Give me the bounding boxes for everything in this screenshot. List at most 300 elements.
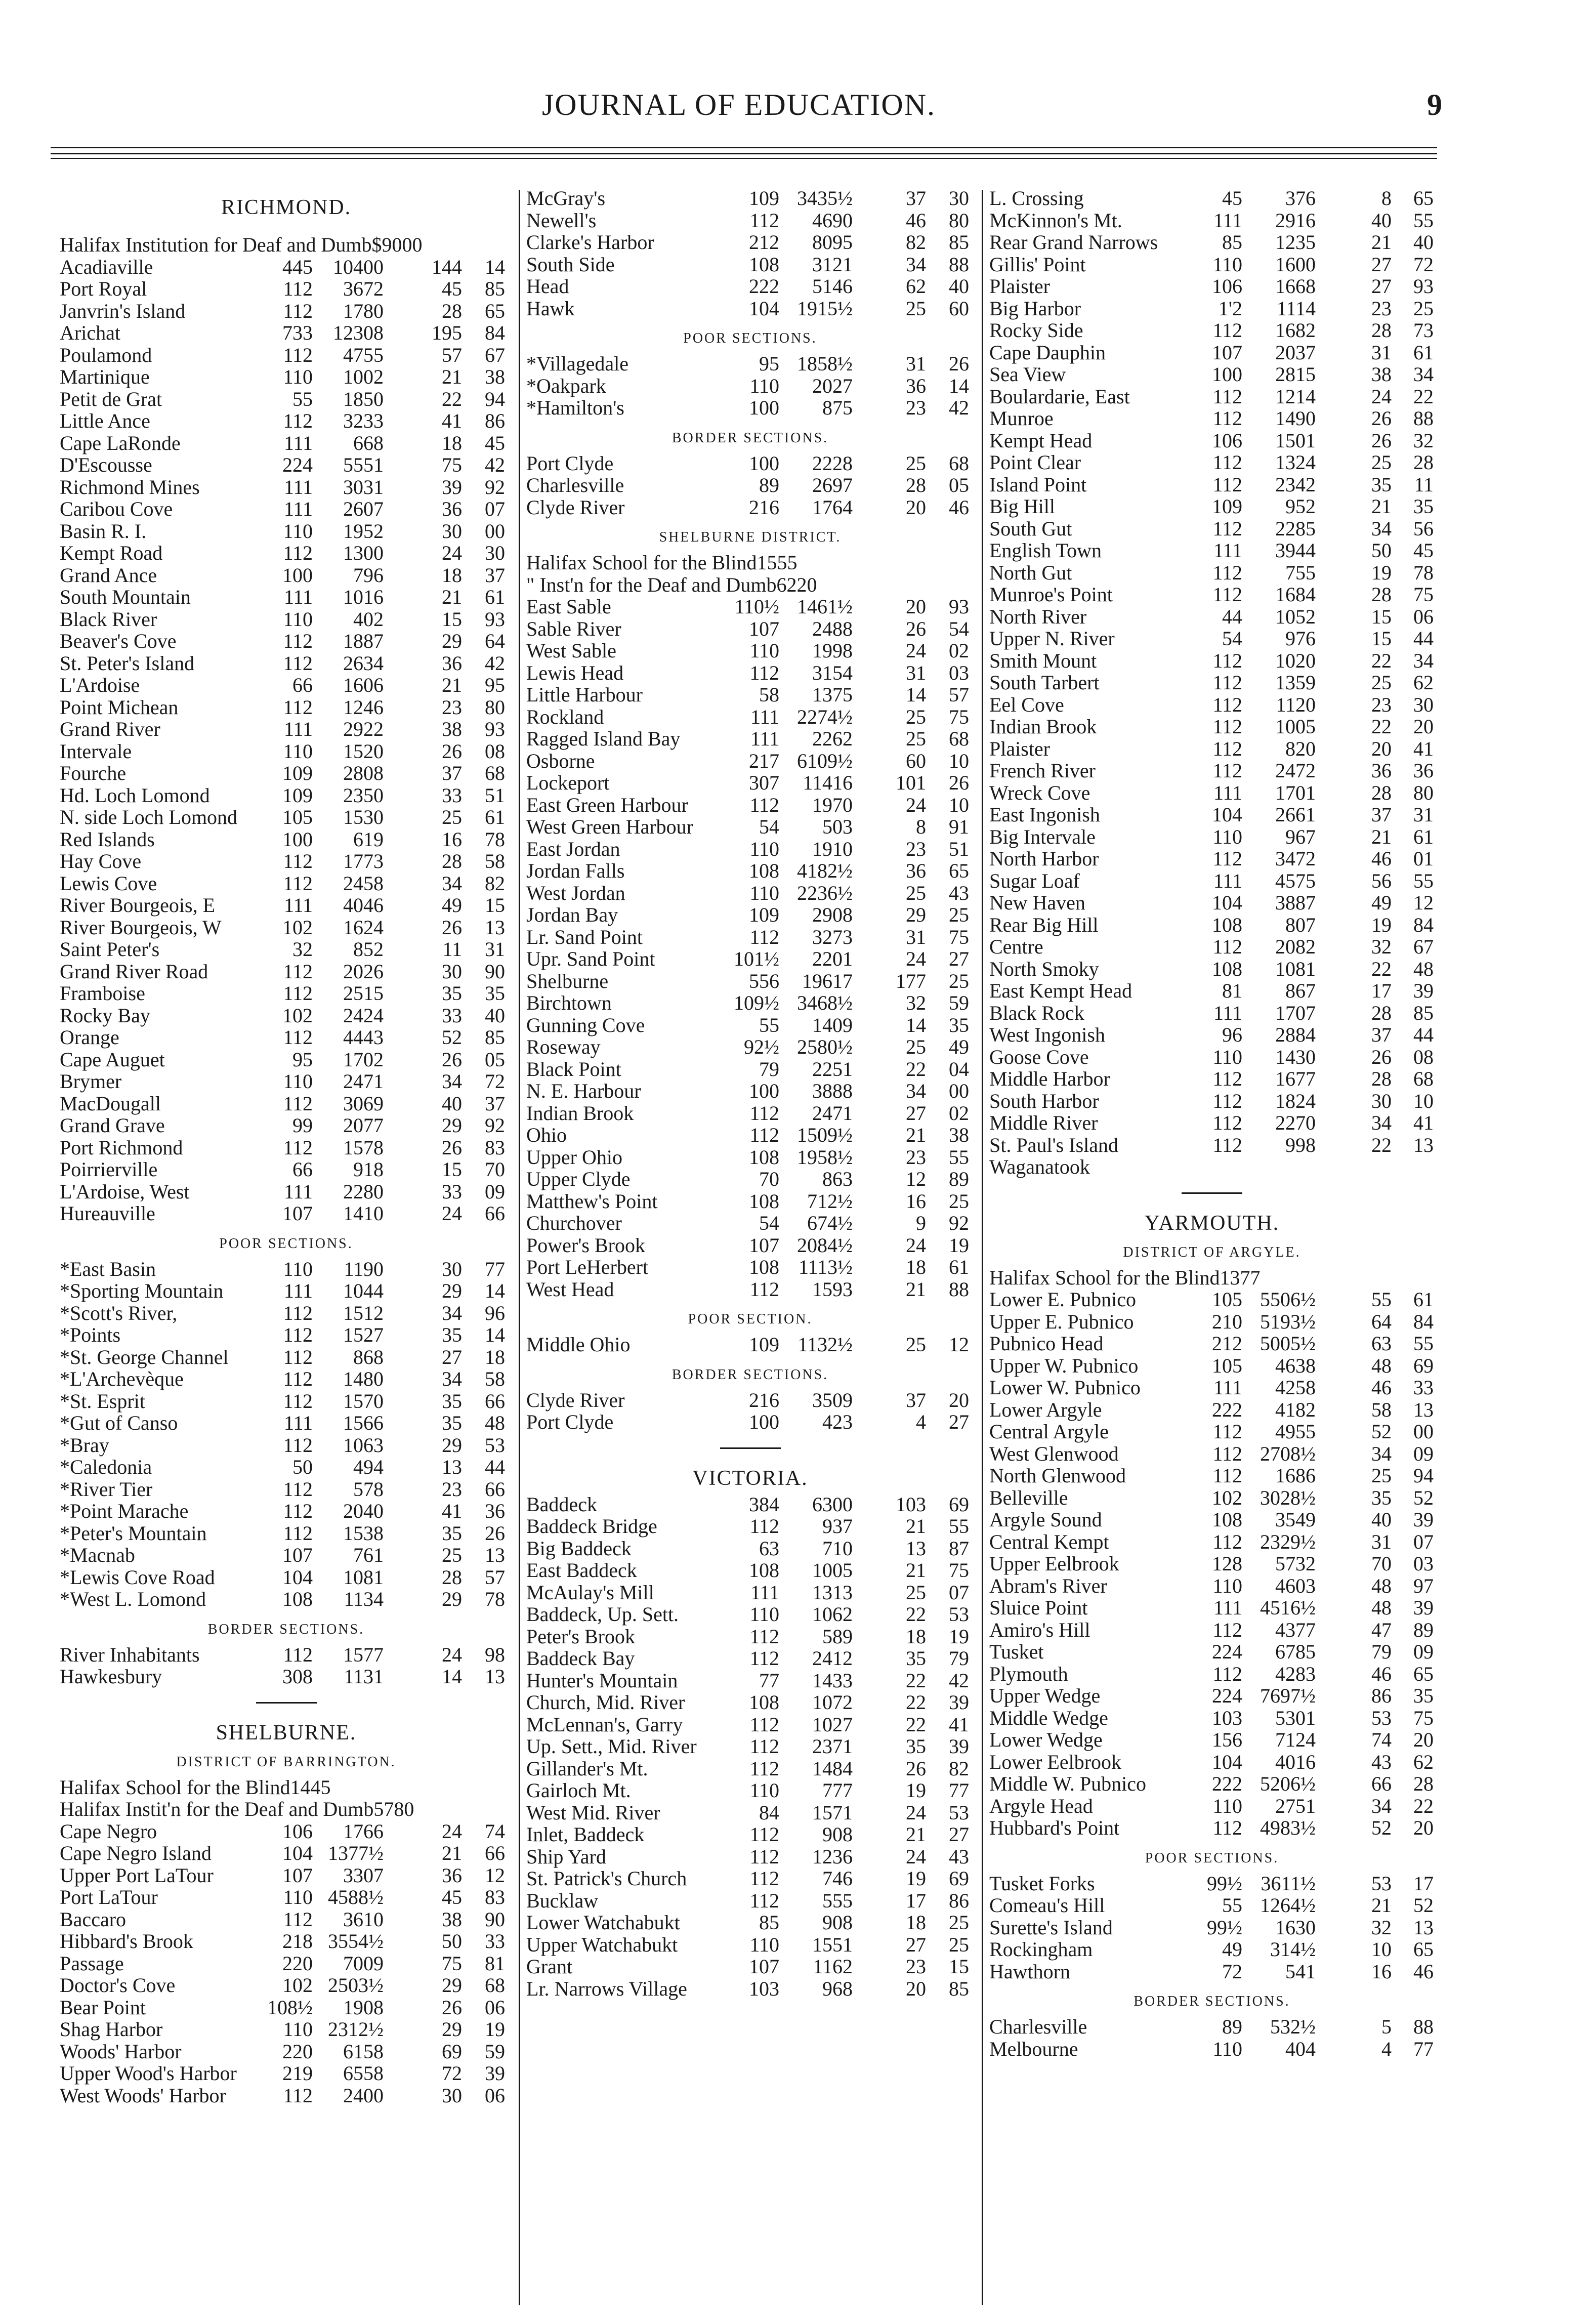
enrolment-value: 85 (1222, 231, 1242, 254)
section-name: Melbourne (989, 2037, 1078, 2060)
grant-dollars: 22 (906, 1057, 926, 1081)
grant-dollars: 24 (442, 542, 462, 564)
grant-cents: 45 (1413, 539, 1434, 562)
table-row (989, 870, 1435, 892)
attendance-value: 3887 (1275, 891, 1316, 914)
enrolment-value: 216 (749, 495, 779, 519)
grant-dollars: 33 (442, 1004, 462, 1027)
grant-dollars: 17 (906, 1889, 926, 1912)
attendance-value: 4603 (1275, 1574, 1316, 1597)
grant-dollars: 52 (1371, 1420, 1392, 1443)
enrolment-value: 108 (749, 1691, 779, 1714)
enrolment-value: 110 (283, 1257, 313, 1280)
attendance-value: 2815 (1275, 363, 1316, 386)
table-row (60, 1456, 513, 1478)
grant-cents: 33 (1413, 1376, 1434, 1399)
county-title-shelburne: SHELBURNE. (216, 1721, 357, 1745)
section-name: Janvrin's Island (60, 299, 186, 322)
table-row (60, 300, 513, 322)
table-row (989, 1795, 1435, 1817)
attendance-value: 1780 (343, 299, 384, 322)
attendance-value: 2580½ (797, 1035, 853, 1058)
section-name: Head (526, 275, 569, 298)
table-row (526, 948, 974, 970)
attendance-value: 2471 (343, 1070, 384, 1093)
attendance-value: 2262 (812, 727, 853, 750)
section-name: Baddeck Bay (526, 1647, 635, 1670)
enrolment-value: 111 (283, 1279, 313, 1302)
grant-dollars: 20 (906, 1977, 926, 2000)
section-name: Grand River Road (60, 960, 208, 983)
enrolment-value: 112 (749, 1713, 779, 1736)
section-name: English Town (989, 539, 1102, 562)
enrolment-value: 89 (1222, 2015, 1242, 2038)
grant-cents: 42 (485, 453, 505, 476)
attendance-value: 541 (1285, 1960, 1316, 1983)
enrolment-value: 1'2 (1218, 297, 1242, 320)
enrolment-value: 100 (282, 827, 313, 851)
attendance-value: 1005 (812, 1559, 853, 1582)
table-row (526, 375, 974, 397)
grant-cents: 93 (949, 595, 969, 618)
section-name: L'Ardoise (60, 674, 140, 696)
enrolment-value: 112 (749, 1277, 779, 1301)
grant-cents: 98 (485, 1643, 505, 1666)
attendance-value: 2424 (343, 1004, 384, 1027)
grant-cents: 06 (485, 2084, 505, 2107)
table-row (526, 772, 974, 794)
attendance-value: 1410 (343, 1202, 384, 1225)
table-row (526, 275, 974, 298)
grant-cents: 77 (949, 1779, 969, 1802)
enrolment-value: 102 (282, 1004, 313, 1027)
grant-dollars: 53 (1371, 1706, 1392, 1729)
table-row (60, 256, 513, 278)
grant-dollars: 26 (442, 739, 462, 763)
attendance-value: 1908 (343, 1996, 384, 2019)
section-name: Newell's (526, 209, 597, 232)
attendance-value: 5551 (343, 453, 384, 476)
grant-cents: 92 (485, 1114, 505, 1137)
grant-cents: 05 (485, 1048, 505, 1071)
table-row (526, 210, 974, 232)
border-sections-title: BORDER SECTIONS. (1134, 1994, 1290, 2009)
section-name: Upper Clyde (526, 1168, 631, 1190)
grant-dollars: 24 (906, 793, 926, 816)
grant-dollars: 30 (442, 1257, 462, 1280)
grant-cents: 55 (949, 1515, 969, 1538)
grant-dollars: 55 (1371, 1288, 1392, 1311)
section-name: Upper Wood's Harbor (60, 2062, 237, 2085)
table-row (60, 1049, 513, 1071)
table-row (60, 1864, 513, 1887)
grant-cents: 20 (1413, 715, 1434, 738)
column-divider (982, 190, 983, 2305)
table-row (60, 806, 513, 828)
grant-cents: 35 (1413, 495, 1434, 518)
grant-cents: 08 (485, 739, 505, 763)
grant-dollars: 21 (442, 365, 462, 388)
attendance-value: 2251 (812, 1057, 853, 1081)
enrolment-value: 111 (750, 1581, 779, 1604)
grant-cents: 42 (485, 651, 505, 675)
section-name: North Gut (989, 561, 1072, 584)
grant-cents: 36 (485, 1500, 505, 1522)
grant-cents: 33 (485, 1930, 505, 1953)
enrolment-value: 107 (1212, 341, 1242, 364)
enrolment-value: 110 (1212, 1794, 1242, 1817)
grant-cents: 54 (949, 617, 969, 640)
grant-cents: 72 (1413, 253, 1434, 276)
table-row (989, 650, 1435, 672)
section-name: *Points (60, 1323, 121, 1346)
attendance-value: 1571 (812, 1801, 853, 1824)
enrolment-value: 110 (283, 1886, 313, 1908)
grant-dollars: 49 (1371, 891, 1392, 914)
attendance-value: 2697 (812, 474, 853, 496)
enrolment-value: 112 (283, 1500, 313, 1522)
enrolment-value: 112 (283, 1136, 313, 1159)
enrolment-value: 108 (1212, 913, 1242, 936)
poor-section-title: POOR SECTION. (688, 1311, 813, 1327)
table-row (60, 982, 513, 1005)
attendance-value: 3554½ (328, 1930, 384, 1953)
section-name: Sea View (989, 363, 1066, 386)
grant-cents: 30 (1413, 693, 1434, 716)
grant-cents: 39 (1413, 1508, 1434, 1531)
grant-cents: 48 (485, 1412, 505, 1434)
attendance-value: 1702 (343, 1048, 384, 1071)
section-name: Peter's Brook (526, 1625, 635, 1648)
section-name: Sugar Loaf (989, 869, 1080, 892)
section-name: *West L. Lomond (60, 1588, 206, 1610)
table-row (989, 1134, 1435, 1156)
enrolment-value: 307 (749, 771, 779, 794)
enrolment-value: 104 (282, 1565, 313, 1589)
enrolment-value: 50 (292, 1456, 313, 1478)
enrolment-value: 49 (1222, 1938, 1242, 1961)
attendance-value: 2201 (812, 947, 853, 970)
table-row (60, 718, 513, 740)
attendance-value: 5146 (812, 275, 853, 298)
grant-cents: 78 (1413, 561, 1434, 584)
enrolment-value: 108 (749, 1145, 779, 1169)
section-name: Central Argyle (989, 1420, 1109, 1443)
table-row (60, 1478, 513, 1501)
enrolment-value: 112 (749, 1757, 779, 1780)
grant-cents: 25 (949, 1911, 969, 1934)
grant-cents: 53 (485, 1433, 505, 1457)
table-row (989, 231, 1435, 254)
grant-dollars: 27 (442, 1345, 462, 1368)
grant-dollars: 46 (906, 209, 926, 232)
attendance-value: 2503½ (328, 1974, 384, 1997)
section-name: Rockingham (989, 1938, 1093, 1961)
section-name: Jordan Falls (526, 859, 625, 882)
grant-cents: 25 (949, 1189, 969, 1213)
section-name: Hawk (526, 297, 575, 320)
enrolment-value: 110 (283, 739, 313, 763)
section-name: Upper N. River (989, 627, 1115, 650)
grant-cents: 66 (485, 1389, 505, 1413)
enrolment-value: 111 (750, 705, 779, 728)
table-row (989, 738, 1435, 760)
grant-dollars: 25 (442, 1544, 462, 1566)
table-row (989, 892, 1435, 914)
enrolment-value: 112 (1212, 1464, 1242, 1487)
table-row (989, 848, 1435, 870)
grant-cents: 19 (949, 1233, 969, 1257)
grant-cents: 14 (485, 1279, 505, 1302)
grant-dollars: 21 (442, 586, 462, 608)
attendance-value: 867 (1285, 979, 1316, 1002)
table-row (526, 1735, 974, 1758)
enrolment-value: 112 (749, 1625, 779, 1648)
grant-cents: 52 (1413, 1486, 1434, 1509)
enrolment-value: 110 (749, 1933, 779, 1956)
attendance-value: 1520 (343, 739, 384, 763)
grant-dollars: 38 (442, 718, 462, 740)
enrolment-value: 110 (749, 639, 779, 662)
section-name: Gairloch Mt. (526, 1779, 631, 1802)
table-row (989, 1399, 1435, 1421)
enrolment-value: 128 (1212, 1552, 1242, 1575)
table-row (60, 1666, 513, 1688)
grant-cents: 00 (485, 519, 505, 543)
enrolment-value: 112 (749, 661, 779, 684)
grant-dollars: 26 (442, 916, 462, 939)
attendance-value: 712½ (807, 1189, 853, 1213)
table-row (989, 1333, 1435, 1355)
table-row (526, 1626, 974, 1648)
grant-dollars: 25 (906, 1035, 926, 1058)
attendance-value: 2661 (1275, 803, 1316, 826)
table-row (60, 278, 513, 300)
table-row (60, 1302, 513, 1324)
attendance-value: 5005½ (1260, 1332, 1316, 1355)
grant-dollars: 28 (1371, 1067, 1392, 1090)
section-name: *Macnab (60, 1544, 135, 1566)
section-name: Hay Cove (60, 850, 142, 873)
grant-cents: 88 (949, 253, 969, 276)
grant-dollars: 46 (1371, 847, 1392, 870)
grant-cents: 22 (1413, 385, 1434, 408)
section-name: N. E. Harbour (526, 1080, 641, 1102)
section-name: Hibbard's Brook (60, 1930, 193, 1953)
grant-cents: 46 (949, 495, 969, 519)
grant-cents: 75 (949, 925, 969, 948)
section-name: Upper W. Pubnico (989, 1354, 1139, 1377)
attendance-value: 1887 (343, 630, 384, 652)
attendance-value: 1131 (344, 1665, 384, 1688)
grant-cents: 53 (949, 1801, 969, 1824)
table-row (60, 1997, 513, 2019)
grant-dollars: 23 (906, 837, 926, 860)
section-name: South Harbor (989, 1089, 1099, 1112)
district-title: DISTRICT OF ARGYLE. (1123, 1244, 1301, 1260)
grant-cents: 65 (1413, 1938, 1434, 1961)
grant-cents: 77 (1240, 1266, 1261, 1289)
grant-dollars: 14 (442, 1665, 462, 1688)
enrolment-value: 112 (749, 209, 779, 232)
enrolment-value: 110 (749, 837, 779, 860)
section-name: North Harbor (989, 847, 1099, 870)
attendance-value: 589 (822, 1625, 853, 1648)
table-row (989, 210, 1435, 232)
table-row (526, 1124, 974, 1146)
enrolment-value: 220 (282, 1952, 313, 1975)
section-name: Sluice Point (989, 1596, 1088, 1619)
poor-sections-title: POOR SECTIONS. (1145, 1850, 1279, 1866)
attendance-value: 7697½ (1260, 1684, 1316, 1707)
grant-cents: 10 (949, 793, 969, 816)
attendance-value: 423 (822, 1410, 853, 1433)
section-name: Little Harbour (526, 683, 643, 706)
section-name: Grand Ance (60, 563, 157, 587)
table-row (60, 344, 513, 366)
enrolment-value: 89 (759, 474, 779, 496)
grant-dollars: 36 (906, 859, 926, 882)
enrolment-value: 111 (1213, 781, 1242, 804)
table-row (989, 672, 1435, 694)
grant-cents: 55 (1413, 869, 1434, 892)
enrolment-value: 81 (1222, 979, 1242, 1002)
section-name: Hawthorn (989, 1960, 1070, 1983)
section-name: D'Escousse (60, 453, 152, 476)
institution-name: " Inst'n for the Deaf and Dumb (526, 573, 777, 596)
section-name: Big Intervale (989, 825, 1096, 848)
grant-cents: 27 (949, 947, 969, 970)
grant-dollars: 33 (442, 783, 462, 807)
enrolment-value: 55 (292, 387, 313, 410)
section-name: Bucklaw (526, 1889, 599, 1912)
attendance-value: 1072 (812, 1691, 853, 1714)
attendance-value: 1668 (1275, 275, 1316, 298)
attendance-value: 2040 (343, 1500, 384, 1522)
grant-cents: 61 (949, 1256, 969, 1278)
enrolment-value: 112 (283, 299, 313, 322)
attendance-value: 2515 (343, 982, 384, 1005)
grant-cents: 32 (1413, 429, 1434, 452)
enrolment-value: 112 (283, 695, 313, 719)
grant-cents: 44 (1413, 1023, 1434, 1046)
enrolment-value: 111 (750, 727, 779, 750)
grant-dollars: 18 (906, 1625, 926, 1648)
table-row (989, 474, 1435, 496)
table-row (526, 1493, 974, 1516)
enrolment-value: 105 (1212, 1288, 1242, 1311)
grant-dollars: 28 (442, 1565, 462, 1589)
enrolment-value: 96 (1222, 1023, 1242, 1046)
enrolment-value: 217 (749, 749, 779, 772)
table-row (60, 608, 513, 631)
grant-dollars: 28 (442, 850, 462, 873)
table-row (989, 495, 1435, 518)
grant-cents: 55 (1413, 209, 1434, 232)
section-name: Intervale (60, 739, 132, 763)
section-name: Big Harbor (989, 297, 1081, 320)
attendance-value: 6109½ (797, 749, 853, 772)
grant-dollars: 35 (1371, 1486, 1392, 1509)
enrolment-value: 112 (1212, 693, 1242, 716)
grant-dollars: 74 (1371, 1728, 1392, 1751)
attendance-value: 4377 (1275, 1618, 1316, 1641)
section-name: Doctor's Cove (60, 1974, 176, 1997)
grant-cents: 03 (1413, 1552, 1434, 1575)
attendance-value: 5732 (1275, 1552, 1316, 1575)
table-row (60, 740, 513, 763)
enrolment-value: 556 (749, 969, 779, 992)
grant-dollars: 31 (1371, 341, 1392, 364)
grant-cents: 94 (485, 387, 505, 410)
section-name: Port Royal (60, 277, 147, 300)
section-name: *Bray (60, 1433, 109, 1457)
attendance-value: 2077 (343, 1114, 384, 1137)
section-name: Hawkesbury (60, 1665, 162, 1688)
table-row (989, 1938, 1435, 1961)
section-name: Matthew's Point (526, 1189, 658, 1213)
enrolment-value: 445 (282, 255, 313, 278)
table-row (60, 1820, 513, 1843)
table-row (989, 606, 1435, 628)
grant-cents: 57 (949, 683, 969, 706)
grant-dollars: 29 (906, 903, 926, 926)
table-row (60, 1114, 513, 1137)
attendance-value: 2027 (812, 374, 853, 397)
enrolment-value: 104 (282, 1842, 313, 1864)
grant-cents: 91 (949, 815, 969, 838)
grant-dollars: 24 (906, 639, 926, 662)
grant-cents: 80 (485, 695, 505, 719)
attendance-value: 503 (822, 815, 853, 838)
grant-dollars: 35 (442, 1521, 462, 1545)
table-row (526, 838, 974, 860)
enrolment-value: 85 (759, 1911, 779, 1934)
grant-cents: 93 (485, 607, 505, 631)
grant-cents: 55 (1413, 1332, 1434, 1355)
table-row (60, 476, 513, 499)
grant-dollars: 22 (1371, 649, 1392, 672)
attendance-value: 2082 (1275, 935, 1316, 958)
table-row (526, 1168, 974, 1190)
enrolment-value: 112 (1212, 935, 1242, 958)
attendance-value: 4182 (1275, 1398, 1316, 1421)
grant-dollars: 22 (1371, 957, 1392, 980)
grant-cents: 43 (949, 881, 969, 904)
enrolment-value: 111 (1213, 1001, 1242, 1024)
enrolment-value: 100 (749, 396, 779, 419)
grant-cents: 15 (949, 1955, 969, 1978)
grant-dollars: 21 (906, 1515, 926, 1538)
attendance-value: 578 (353, 1477, 384, 1501)
attendance-value: 967 (1285, 825, 1316, 848)
enrolment-value: 108 (282, 1588, 313, 1610)
table-row (526, 231, 974, 254)
enrolment-value: 110 (283, 2018, 313, 2041)
section-name: Clyde River (526, 1388, 625, 1412)
enrolment-value: 112 (1212, 1111, 1242, 1134)
enrolment-value: 112 (1212, 1618, 1242, 1641)
attendance-value: 4588½ (328, 1886, 384, 1908)
grant-dollars: 34 (442, 872, 462, 895)
section-name: Rear Big Hill (989, 913, 1099, 936)
table-row (989, 914, 1435, 936)
grant-dollars: 24 (442, 1202, 462, 1225)
grant-dollars: 34 (442, 1367, 462, 1390)
attendance-value: 1162 (813, 1955, 853, 1978)
header-rule (51, 153, 1437, 154)
grant-cents: 96 (485, 1301, 505, 1324)
